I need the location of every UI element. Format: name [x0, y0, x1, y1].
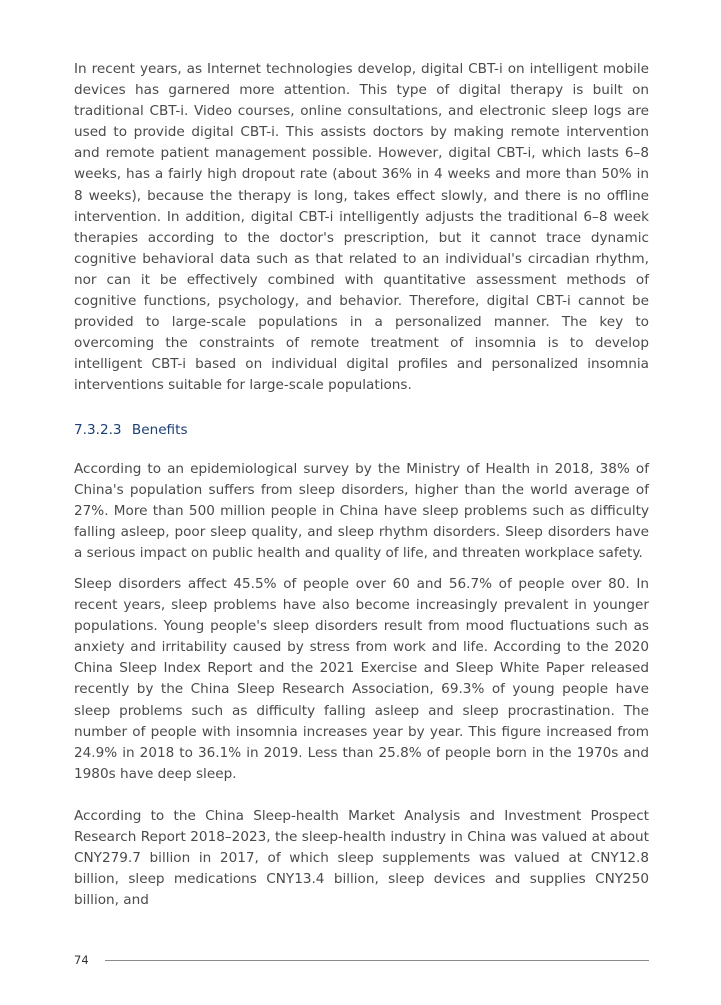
paragraph-market: According to the China Sleep-health Market Analysis and Investment Prospect Research Report 2018–2023, the sleep-health industry in China was valued at about CNY279.7 billion in 2017, of which sleep supplements was valued at CNY12.8 billion, sleep medications CNY13.4 billion, sleep devices and supplies CNY250 billion, and: [74, 807, 649, 909]
paragraph-age-groups: Sleep disorders affect 45.5% of people over 60 and 56.7% of people over 80. In recent years, sleep problems have also become increasingly prevalent in younger populations. Young people's sleep disorders result from mood fluctuations such as anxiety and irritability caused by stress from work and life. According to the 2020 China Sleep Index Report and the 2021 Exercise and Sleep White Paper released recently by the China Sleep Research Association, 69.3% of young people have sleep problems such as difficulty falling asleep and sleep procrastination. The number of people with insomnia increases year by year. This figure increased from 24.9% in 2018 to 36.1% in 2019. Less than 25.8% of people born in the 1970s and 1980s have deep sleep.: [74, 575, 649, 782]
section-number: 7.3.2.3: [74, 421, 122, 438]
page-footer: [74, 952, 649, 968]
section-heading: [74, 420, 649, 440]
page-number: 74: [74, 953, 89, 967]
paragraph-epidemiology: According to an epidemiological survey by the Ministry of Health in 2018, 38% of China's population suffers from sleep disorders, higher than the world average of 27%. More than 500 million people in China have sleep problems such as difficulty falling asleep, poor sleep quality, and sleep rhythm disorders. Sleep disorders have a serious impact on public health and quality of life, and threaten workplace safety.: [74, 460, 649, 561]
section-title: Benefits: [131, 421, 188, 438]
page-body: [74, 59, 649, 911]
footer-divider: [105, 960, 649, 961]
paragraph-digital-cbti: In recent years, as Internet technologies develop, digital CBT-i on intelligent mobile devices has garnered more attention. This type of digital therapy is built on traditional CBT-i. Video courses, online consultations, and electronic sleep logs are used to provide digital CBT-i. This assists doctors by making remote intervention and remote patient management possible. However, digital CBT-i, which lasts 6–8 weeks, has a fairly high dropout rate (about 36% in 4 weeks and more than 50% in 8 weeks), because the therapy is long, takes effect slowly, and there is no offline intervention. In addition, digital CBT-i intelligently adjusts the traditional 6–8 week therapies according to the doctor's prescription, but it cannot trace dynamic cognitive behavioral data such as that related to an individual's circadian rhythm, nor can it be effectively combined with quantitative assessment methods of cognitive functions, psychology, and behavior. Therefore, digital CBT-i cannot be provided to large-scale populations in a personalized manner. The key to overcoming the constraints of remote treatment of insomnia is to develop intelligent CBT-i based on individual digital profiles and personalized insomnia interventions suitable for large-scale populations.: [74, 61, 649, 394]
